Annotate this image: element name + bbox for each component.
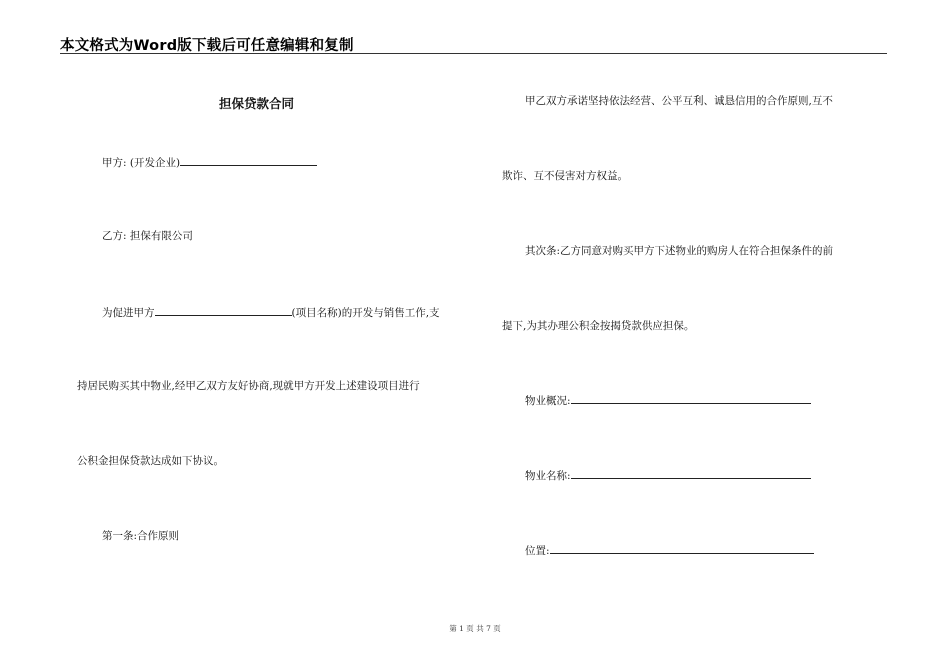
principle-line-2: 欺诈、互不侵害对方权益。 [502, 170, 628, 182]
article-2-line-1: 其次条:乙方同意对购买甲方下述物业的购房人在符合担保条件的前 [525, 245, 834, 257]
party-a-blank [180, 155, 317, 166]
location-blank [550, 543, 814, 554]
location-line [525, 543, 814, 558]
principle-line-1: 甲乙双方承诺坚持依法经营、公平互利、诚恳信用的合作原则,互不 [525, 95, 833, 107]
project-name-blank [155, 305, 292, 316]
article-2-line-2: 提下,为其办理公积金按揭贷款供应担保。 [502, 320, 695, 332]
property-name-blank [571, 468, 811, 479]
property-name-label: 物业名称: [525, 470, 571, 482]
location-label: 位置: [525, 545, 550, 557]
document-header: 本文格式为Word版下载后可任意编辑和复制 [60, 38, 354, 54]
property-overview-label: 物业概况: [525, 395, 571, 407]
intro-line-1 [102, 305, 440, 320]
party-a-line [102, 155, 317, 170]
intro-start: 为促进甲方 [102, 307, 155, 319]
header-divider [60, 53, 887, 54]
intro-line-3: 公积金担保贷款达成如下协议。 [77, 455, 224, 467]
article-1-heading: 第一条:合作原则 [102, 530, 180, 542]
document-title: 担保贷款合同 [219, 96, 295, 111]
property-overview-blank [571, 393, 811, 404]
page-number: 第 1 页 共 7 页 [449, 624, 501, 633]
property-overview-line [525, 393, 811, 408]
party-a-label: 甲方: (开发企业) [102, 157, 181, 169]
intro-line-2: 持居民购买其中物业,经甲乙双方友好协商,现就甲方开发上述建设项目进行 [77, 380, 420, 392]
party-b-line: 乙方: 担保有限公司 [102, 230, 193, 242]
intro-mid: (项目名称)的开发与销售工作,支 [291, 307, 440, 319]
property-name-line [525, 468, 811, 483]
